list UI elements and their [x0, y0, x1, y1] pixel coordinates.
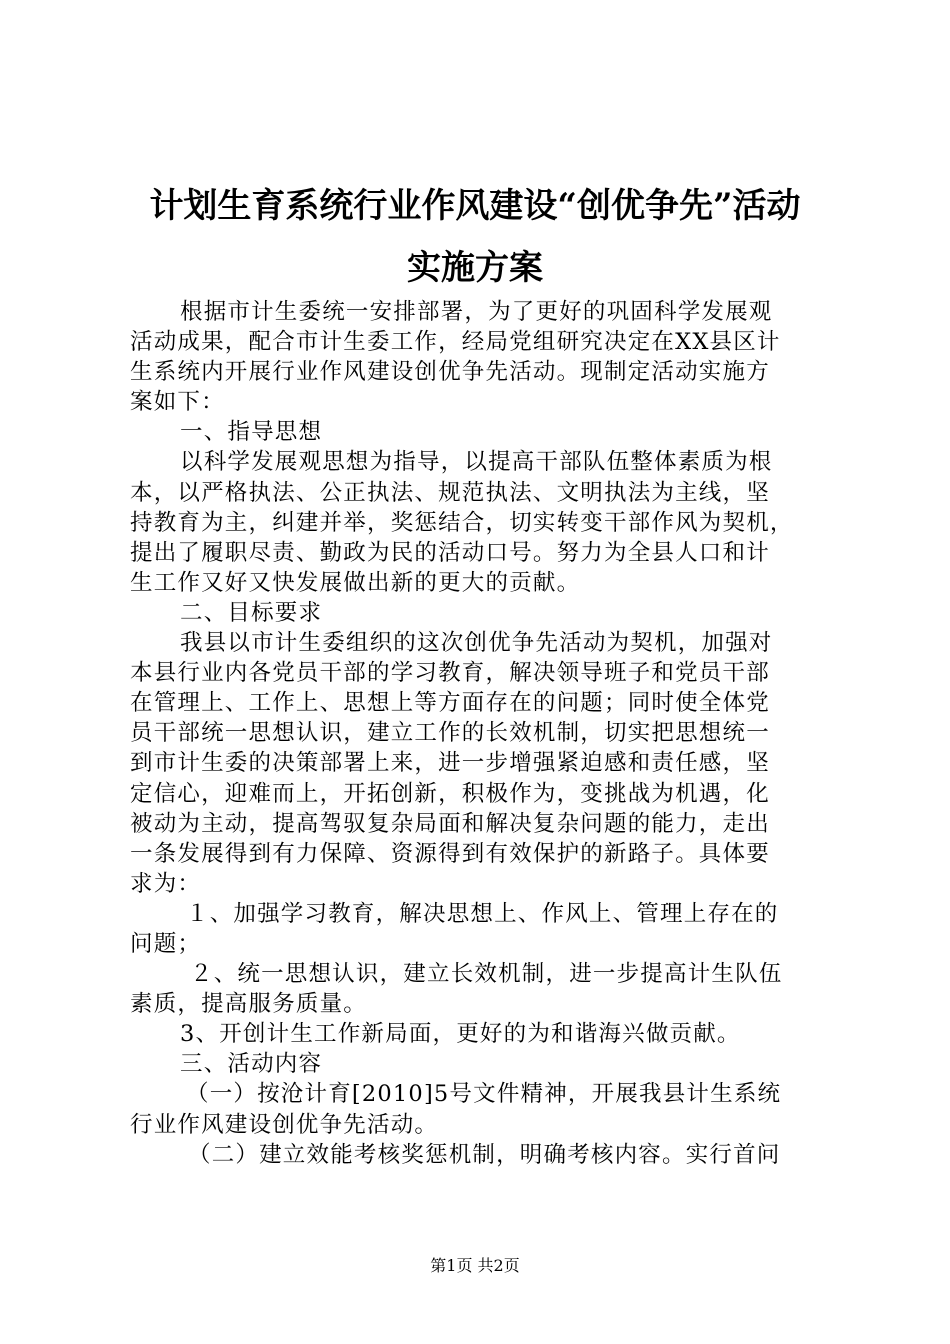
- paragraph-line: 提出了履职尽责、勤政为民的活动口号。努力为全县人口和计: [130, 539, 770, 566]
- paragraph-line: 根据市计生委统一安排部署，为了更好的巩固科学发展观: [180, 299, 773, 325]
- paragraph-line: 案如下：: [130, 389, 225, 416]
- page-footer: 第1页 共2页: [430, 1256, 520, 1275]
- paragraph-line: 定信心，迎难而上，开拓创新，积极作为，变挑战为机遇，化: [130, 780, 770, 807]
- paragraph-line: 被动为主动，提高驾驭复杂局面和解决复杂问题的能力，走出: [130, 810, 770, 837]
- list-item-line: 素质，提高服务质量。: [130, 991, 368, 1018]
- document-body: [130, 297, 830, 1170]
- paragraph-line: 员干部统一思想认识，建立工作的长效机制，切实把思想统一: [130, 720, 770, 747]
- paragraph-line: 活动成果，配合市计生委工作，经局党组研究决定在XX县区计: [130, 329, 781, 356]
- section-heading: 一、指导思想: [180, 419, 323, 446]
- paragraph-line: 生工作又好又快发展做出新的更大的贡献。: [130, 569, 581, 596]
- paragraph-line: 持教育为主，纠建并举，奖惩结合，切实转变干部作风为契机，: [130, 509, 794, 536]
- document-title-line-2: 实施方案: [407, 248, 543, 288]
- section-heading: 二、目标要求: [180, 599, 323, 626]
- paragraph-line: 求为：: [130, 870, 202, 897]
- list-item-line: 问题；: [130, 930, 202, 957]
- section-heading: 三、活动内容: [180, 1051, 323, 1078]
- paragraph-line: 在管理上、工作上、思想上等方面存在的问题；同时使全体党: [130, 690, 770, 717]
- list-item-line: 3、开创计生工作新局面，更好的为和谐海兴做贡献。: [180, 1021, 741, 1048]
- list-item-line: （一）按沧计育[2010]5号文件精神，开展我县计生系统: [186, 1081, 782, 1108]
- list-item-line: １、加强学习教育，解决思想上、作风上、管理上存在的: [186, 900, 779, 927]
- list-item-line: ２、统一思想认识，建立长效机制，进一步提高计生队伍: [190, 961, 783, 988]
- paragraph-line: 生系统内开展行业作风建设创优争先活动。现制定活动实施方: [130, 359, 770, 386]
- paragraph-line: 以科学发展观思想为指导，以提高干部队伍整体素质为根: [180, 449, 773, 476]
- list-item-line: （二）建立效能考核奖惩机制，明确考核内容。实行首问: [188, 1141, 781, 1168]
- document-title-line-1: 计划生育系统行业作风建设“创优争先”活动: [149, 186, 801, 226]
- paragraph-line: 一条发展得到有力保障、资源得到有效保护的新路子。具体要: [130, 840, 770, 867]
- list-item-line: 行业作风建设创优争先活动。: [130, 1111, 439, 1138]
- paragraph-line: 我县以市计生委组织的这次创优争先活动为契机，加强对: [180, 630, 773, 657]
- paragraph-line: 本，以严格执法、公正执法、规范执法、文明执法为主线，坚: [130, 479, 770, 506]
- paragraph-line: 本县行业内各党员干部的学习教育，解决领导班子和党员干部: [130, 660, 770, 687]
- paragraph-line: 到市计生委的决策部署上来，进一步增强紧迫感和责任感，坚: [130, 750, 770, 777]
